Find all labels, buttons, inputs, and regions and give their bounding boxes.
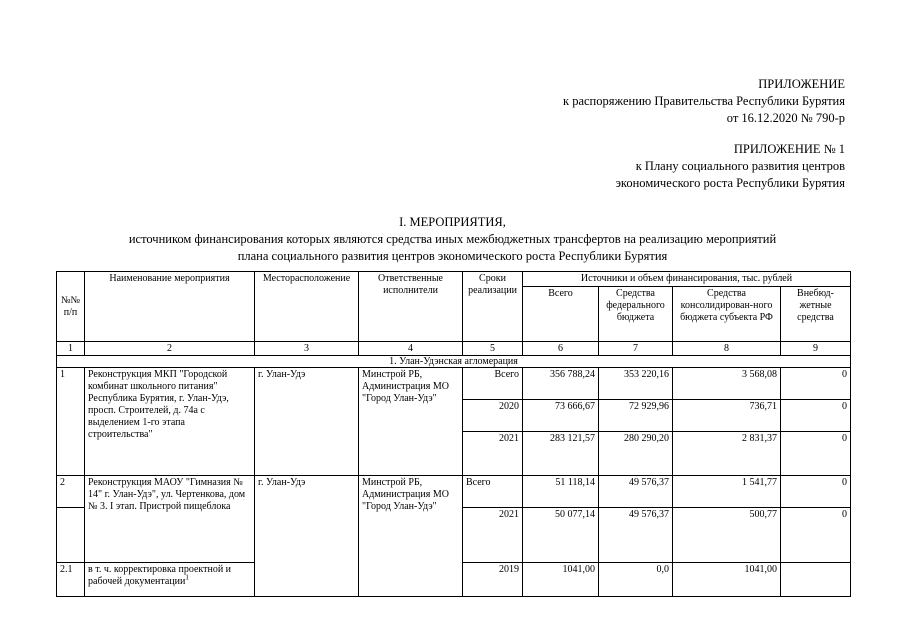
item21-extra <box>781 563 851 597</box>
item21-name: в т. ч. корректировка проектной и рабочей документации <box>88 564 232 587</box>
col-number: 7 <box>599 342 673 356</box>
item2-executors: Минстрой РБ, Администрация МО "Город Улан-Удэ" <box>359 476 463 597</box>
item1-consolidated: 736,71 <box>673 400 781 432</box>
item1-term: 2021 <box>463 432 523 476</box>
item1-num: 1 <box>57 368 85 476</box>
table-row <box>57 368 851 400</box>
appendix1-line3: экономического роста Республики Бурятия <box>615 176 845 190</box>
header-consolidated: Средства консолидирован-ного бюджета субъекта РФ <box>673 287 781 342</box>
item1-term: 2020 <box>463 400 523 432</box>
item2-consolidated: 500,77 <box>673 508 781 563</box>
item2-name: Реконструкция МАОУ "Гимназия № 14" г. Улан-Удэ", ул. Чертенкова, дом № 3. I этап. Пристрой пищеблока <box>85 476 255 563</box>
header-row-1 <box>57 272 851 287</box>
col-number: 9 <box>781 342 851 356</box>
appendix-block <box>563 76 845 127</box>
col-number: 4 <box>359 342 463 356</box>
header-total: Всего <box>523 287 599 342</box>
item21-consolidated: 1041,00 <box>673 563 781 597</box>
item2-total: 50 077,14 <box>523 508 599 563</box>
item21-num: 2.1 <box>57 563 85 597</box>
col-number: 6 <box>523 342 599 356</box>
section-heading <box>0 214 905 265</box>
col-number: 8 <box>673 342 781 356</box>
item1-name: Реконструкция МКП "Городской комбинат школьного питания" Республика Бурятия, г. Улан-Удэ, просп. Строителей, д. 74а с выделением 1-го этапа строительства" <box>85 368 255 476</box>
heading-line2: источником финансирования которых являются средства иных межбюджетных трансфертов на реализацию мероприятий <box>128 232 777 246</box>
header-executors: Ответственные исполнители <box>359 272 463 342</box>
table-row <box>57 476 851 508</box>
col-number: 3 <box>255 342 359 356</box>
header-num: №№ п/п <box>57 272 85 342</box>
item2-term: Всего <box>463 476 523 508</box>
item2-total: 51 118,14 <box>523 476 599 508</box>
header-name: Наименование мероприятия <box>85 272 255 342</box>
item2-extra: 0 <box>781 508 851 563</box>
item1-total: 73 666,67 <box>523 400 599 432</box>
col-number: 5 <box>463 342 523 356</box>
section-title: 1. Улан-Удэнская агломерация <box>57 356 851 368</box>
item1-extra: 0 <box>781 368 851 400</box>
item1-extra: 0 <box>781 432 851 476</box>
item21-footnote: 1 <box>185 573 189 582</box>
column-number-row <box>57 342 851 356</box>
item21-term: 2019 <box>463 563 523 597</box>
appendix-title: ПРИЛОЖЕНИЕ <box>758 77 845 91</box>
item2-consolidated: 1 541,77 <box>673 476 781 508</box>
item2-num-empty <box>57 508 85 563</box>
item21-name-cell <box>85 563 255 597</box>
section-row <box>57 356 851 368</box>
item1-federal: 280 290,20 <box>599 432 673 476</box>
item2-term: 2021 <box>463 508 523 563</box>
col-number: 1 <box>57 342 85 356</box>
header-extra: Внебюд-жетные средства <box>781 287 851 342</box>
header-sources: Источники и объем финансирования, тыс. рублей <box>523 272 851 287</box>
appendix-line2: к распоряжению Правительства Республики Бурятия <box>563 94 845 108</box>
item1-federal: 72 929,96 <box>599 400 673 432</box>
item1-executors: Минстрой РБ, Администрация МО "Город Улан-Удэ" <box>359 368 463 476</box>
item2-federal: 49 576,37 <box>599 476 673 508</box>
col-number: 2 <box>85 342 255 356</box>
item2-location: г. Улан-Удэ <box>255 476 359 597</box>
header-terms: Сроки реализации <box>463 272 523 342</box>
header-location: Месторасположение <box>255 272 359 342</box>
item2-federal: 49 576,37 <box>599 508 673 563</box>
appendix1-title: ПРИЛОЖЕНИЕ № 1 <box>733 142 845 156</box>
item21-federal: 0,0 <box>599 563 673 597</box>
header-federal: Средства федерального бюджета <box>599 287 673 342</box>
item1-total: 356 788,24 <box>523 368 599 400</box>
item1-consolidated: 2 831,37 <box>673 432 781 476</box>
financing-table <box>56 271 851 597</box>
item1-consolidated: 3 568,08 <box>673 368 781 400</box>
heading-line3: плана социального развития центров экономического роста Республики Бурятия <box>237 249 668 263</box>
appendix-line3: от 16.12.2020 № 790-р <box>726 111 845 125</box>
appendix1-line2: к Плану социального развития центров <box>635 159 845 173</box>
item1-term: Всего <box>463 368 523 400</box>
item2-num: 2 <box>57 476 85 508</box>
item21-total: 1041,00 <box>523 563 599 597</box>
appendix1-block <box>616 141 845 192</box>
item1-federal: 353 220,16 <box>599 368 673 400</box>
item1-total: 283 121,57 <box>523 432 599 476</box>
heading-title: I. МЕРОПРИЯТИЯ, <box>399 215 506 229</box>
item2-extra: 0 <box>781 476 851 508</box>
item1-location: г. Улан-Удэ <box>255 368 359 476</box>
item1-extra: 0 <box>781 400 851 432</box>
